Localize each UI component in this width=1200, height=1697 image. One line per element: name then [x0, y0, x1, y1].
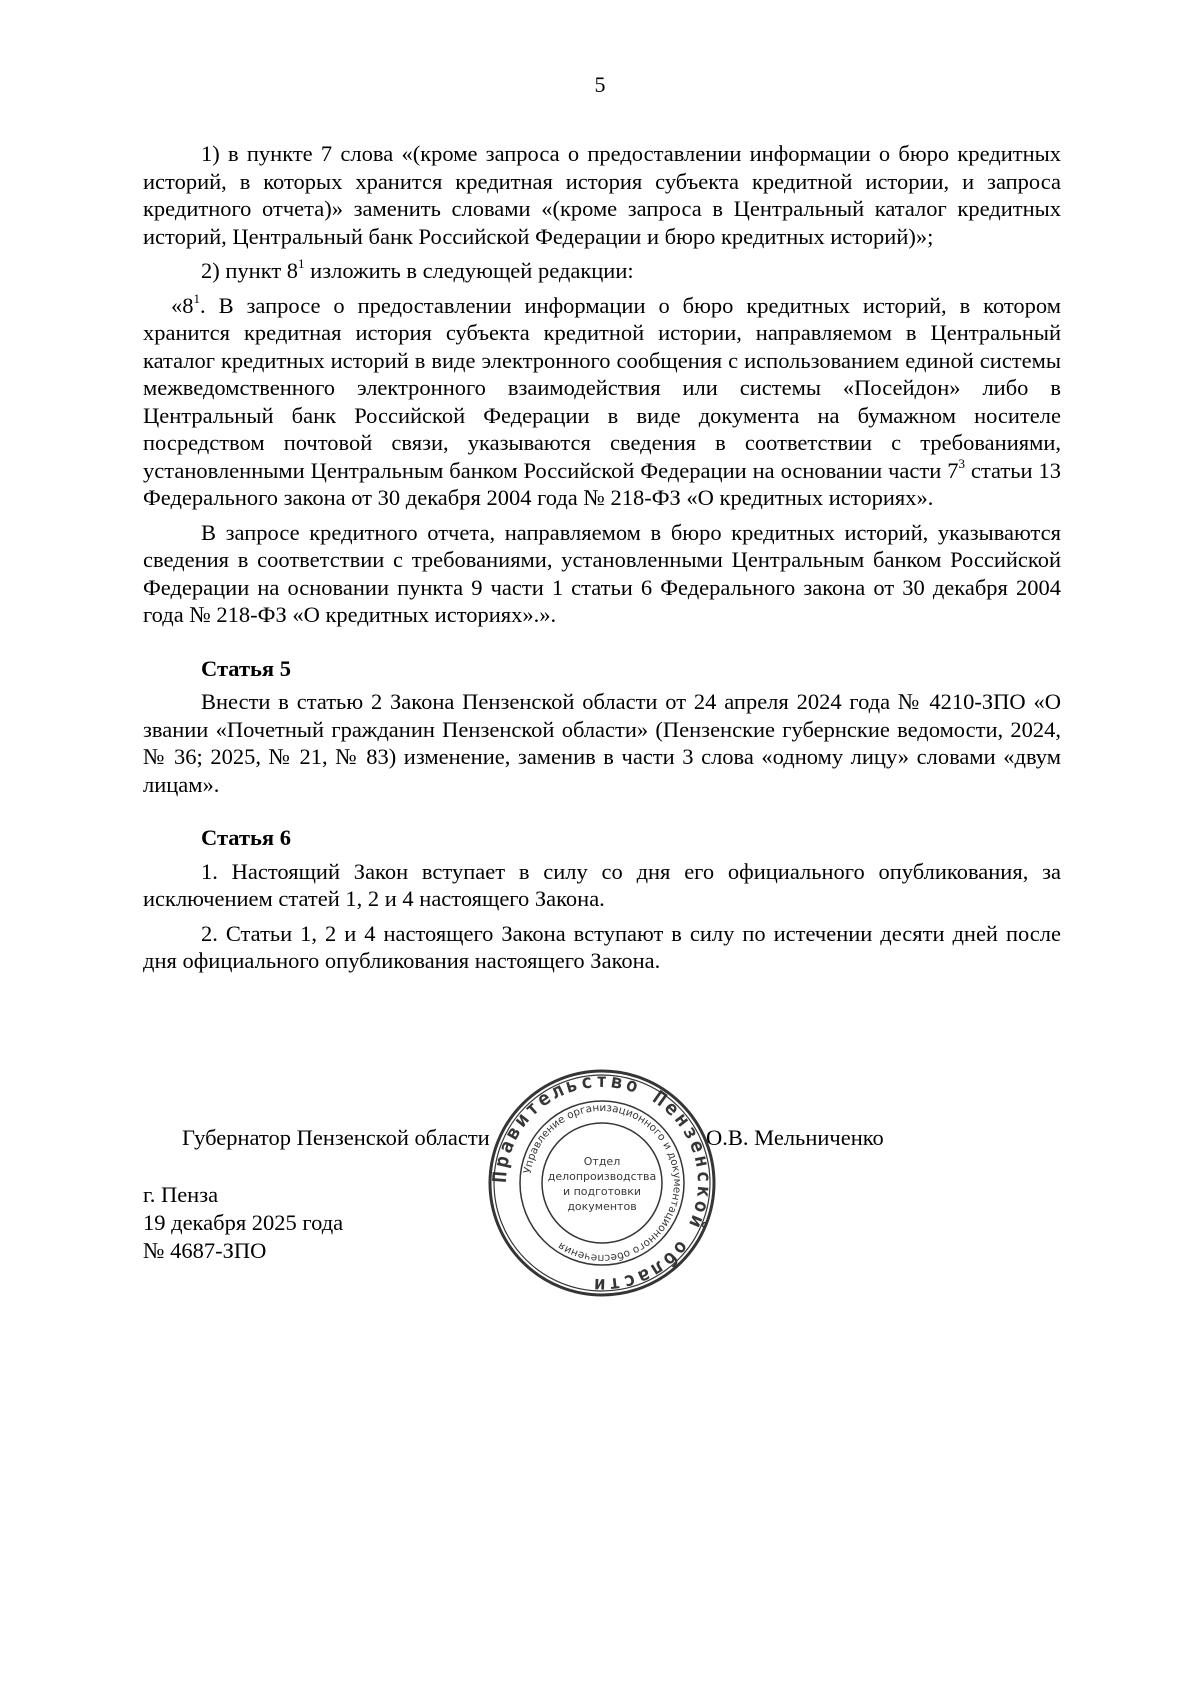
stamp-center-line-3: и подготовки [562, 1185, 642, 1198]
law-number: № 4687-ЗПО [143, 1238, 267, 1263]
article-6-item-1: 1. Настоящий Закон вступает в силу со дня его официального опубликования, за исключением статей 1, 2 и 4 настоящего Закона. [143, 858, 1061, 911]
official-seal-stamp [487, 1068, 717, 1298]
stamp-center-line-1: Отдел [583, 1155, 621, 1168]
article-6-item-2: 2. Статьи 1, 2 и 4 настоящего Закона вступают в силу по истечении десяти дней после дня официального опубликования настоящего Закона. [143, 920, 1061, 973]
svg-text:Управление организационного и [522, 1102, 683, 1264]
paragraph-quoted-item: «$8^1$. В запросе о предоставлении информации о бюро кредитных историй, в котором хранится кредитная история субъекта кредитной истории, направляемом в Центральный каталог кредитных историй в виде электронного сообщения с использованием единой системы межведомственного электронного взаимодействия или системы «Посейдон» либо в Центральный банк Российской Федерации в виде документа на бумажном носителе посредством почтовой связи, указываются сведения в соответствии с требованиями, установленными Центральным банком Российской Федерации на основании части $7^3$ статьи 13 Федерального закона от 30 декабря 2004 года № 218-ФЗ «О кредитных историях». [143, 290, 1062, 510]
signer-name: О.В. Мельниченко [706, 1125, 884, 1150]
city: г. Пенза [143, 1182, 219, 1207]
article-5-heading: Статья 5 [201, 655, 291, 681]
paragraph-credit-report: В запросе кредитного отчета, направляемом в бюро кредитных историй, указываются сведения в соответствии с требованиями, установленными Центральным банком Российской Федерации на основании пункта 9 части 1 статьи 6 Федерального закона от 30 декабря 2004 года № 218-ФЗ «О кредитных историях».». [143, 519, 1061, 627]
page-number: 5 [594, 72, 606, 97]
place-and-date [143, 1181, 343, 1265]
article-6-heading: Статья 6 [201, 825, 291, 850]
document-body [143, 140, 1061, 982]
paragraph-item-2: 2) пункт $8^1$ изложить в следующей редакции: [201, 256, 634, 283]
signer-role: Губернатор Пензенской области [182, 1125, 490, 1150]
stamp-middle-text: Управление организационного и документационного обеспечения [521, 1101, 684, 1265]
article-5-text: Внести в статью 2 Закона Пензенской области от 24 апреля 2024 года № 4210-ЗПО «О звании «Почетный гражданин Пензенской области» (Пензенские губернские ведомости, 2024, № 36; 2025, № 21, № 83) изменение, заменив в части 3 слова «одному лицу» словами «двум лицам». [143, 689, 1061, 797]
stamp-center-line-2: делопроизводства [547, 1170, 657, 1183]
stamp-center-line-4: документов [567, 1200, 637, 1213]
signing-date: 19 декабря 2025 года [143, 1210, 344, 1235]
paragraph-item-1: 1) в пункте 7 слова «(кроме запроса о предоставлении информации о бюро кредитных историй, в которых хранится кредитная история субъекта кредитной истории, и запроса кредитного отчета)» заменить словами «(кроме запроса в Центральный каталог кредитных историй, Центральный банк Российской Федерации и бюро кредитных историй)»; [143, 141, 1061, 249]
stamp-outer-text: Правительство Пензенской области [488, 1069, 716, 1297]
